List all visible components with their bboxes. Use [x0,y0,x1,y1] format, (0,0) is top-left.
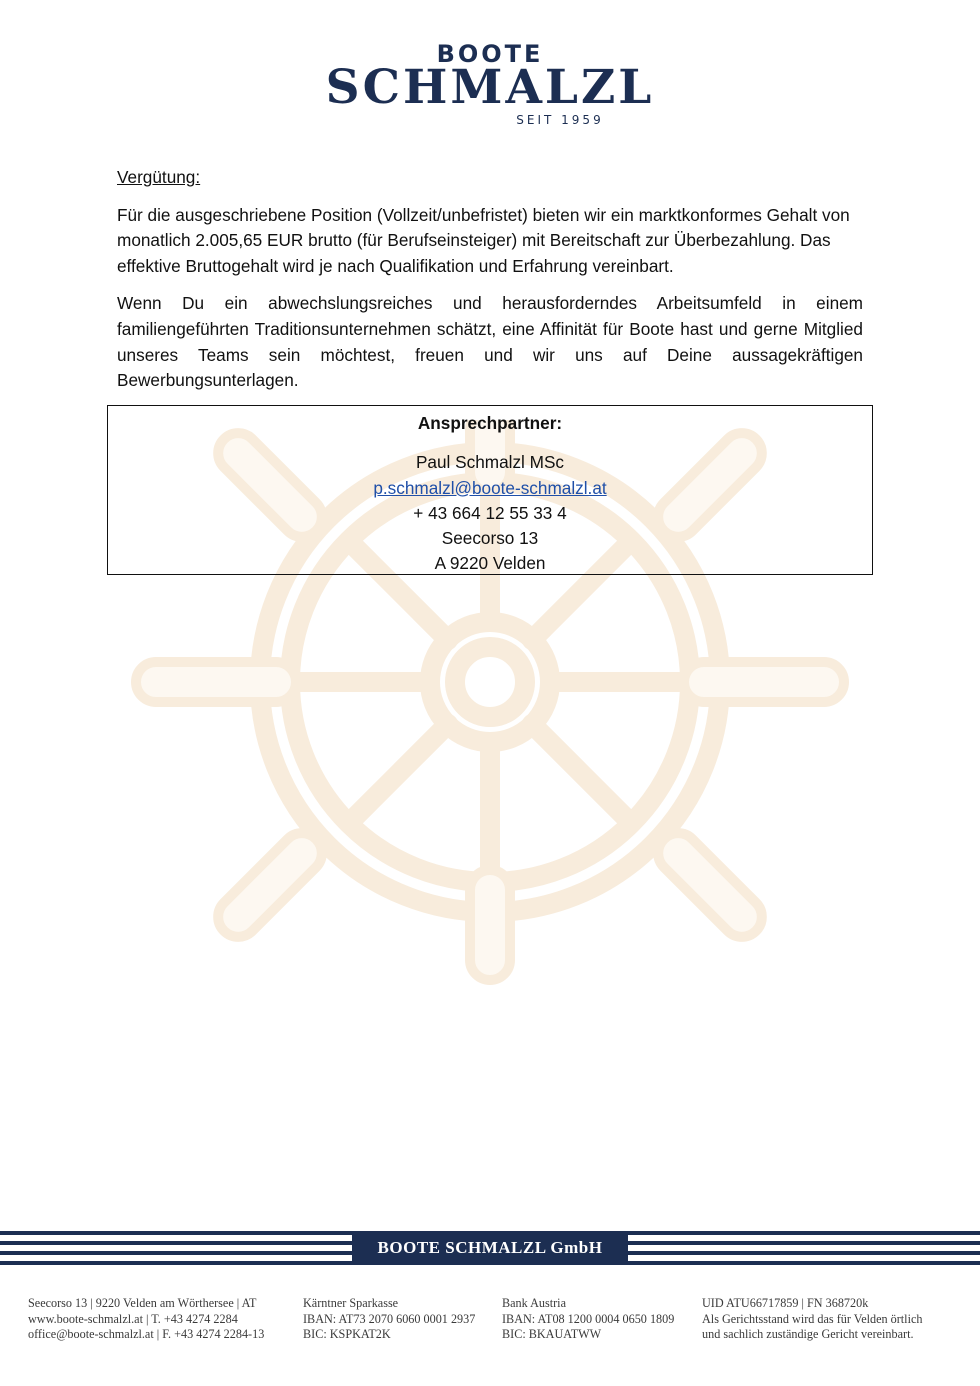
closing-paragraph: Wenn Du ein abwechslungsreiches und herausforderndes Arbeitsumfeld in einem familiengeführten Traditionsunternehmen schätzt, eine Affinität für Boote hast und gerne Mitglied unseres Teams sein möchtest, freuen und wir uns auf Deine aussagekräftigen Bewerbungsunterlagen. [117,293,863,391]
footer-bank1-name: Kärntner Sparkasse [303,1296,399,1310]
contact-title: Ansprechpartner: [417,413,563,433]
contact-city: A 9220 Velden [434,553,546,574]
footer-web-phone: www.boote-schmalzl.at | T. +43 4274 2284 [28,1311,238,1326]
contact-street: Seecorso 13 [441,528,539,549]
contact-name: Paul Schmalzl MSc [415,452,565,473]
document-body [117,165,863,406]
contact-email-link[interactable]: p.schmalzl@boote-schmalzl.at [373,477,607,498]
footer-legal-column [702,1296,922,1343]
section-heading: Vergütung: [117,167,201,187]
contact-details [108,450,872,576]
footer-bank2-bic: BIC: BKAUATWW [502,1327,602,1341]
footer-company-name: BOOTE SCHMALZL GmbH [352,1231,628,1265]
company-logo [0,40,980,128]
footer-jurisdiction-2: und sachlich zuständige Gericht vereinbart. [702,1327,914,1341]
footer-email-fax: office@boote-schmalzl.at | F. +43 4274 2284-13 [28,1327,265,1341]
footer-bank1-bic: BIC: KSPKAT2K [303,1327,391,1341]
contact-phone: + 43 664 12 55 33 4 [413,502,567,523]
salary-paragraph: Für die ausgeschriebene Position (Vollzeit/unbefristet) bieten wir ein marktkonformes Gehalt von monatlich 2.005,65 EUR brutto (für Berufseinsteiger) mit Bereitschaft zur Überbezahlung. Das effektive Bruttogehalt wird je nach Qualifikation und Erfahrung vereinbart. [117,204,850,276]
contact-box [107,405,873,575]
footer-jurisdiction-1: Als Gerichtsstand wird das für Velden örtlich [702,1311,923,1326]
footer-bank2-name: Bank Austria [502,1296,566,1310]
footer-bank1-iban: IBAN: AT73 2070 6060 0001 2937 [303,1311,476,1326]
footer-bank2-iban: IBAN: AT08 1200 0004 0650 1809 [502,1311,675,1326]
logo-line1: BOOTE [436,40,544,68]
footer-bank2-column [502,1296,674,1343]
logo-line2: SCHMALZL [325,60,655,115]
footer-bank1-column [303,1296,475,1343]
footer-address-column [28,1296,264,1343]
logo-since: SEIT 1959 [516,113,604,127]
footer-address: Seecorso 13 | 9220 Velden am Wörthersee | AT [28,1296,257,1310]
footer-uid: UID ATU66717859 | FN 368720k [702,1296,869,1310]
